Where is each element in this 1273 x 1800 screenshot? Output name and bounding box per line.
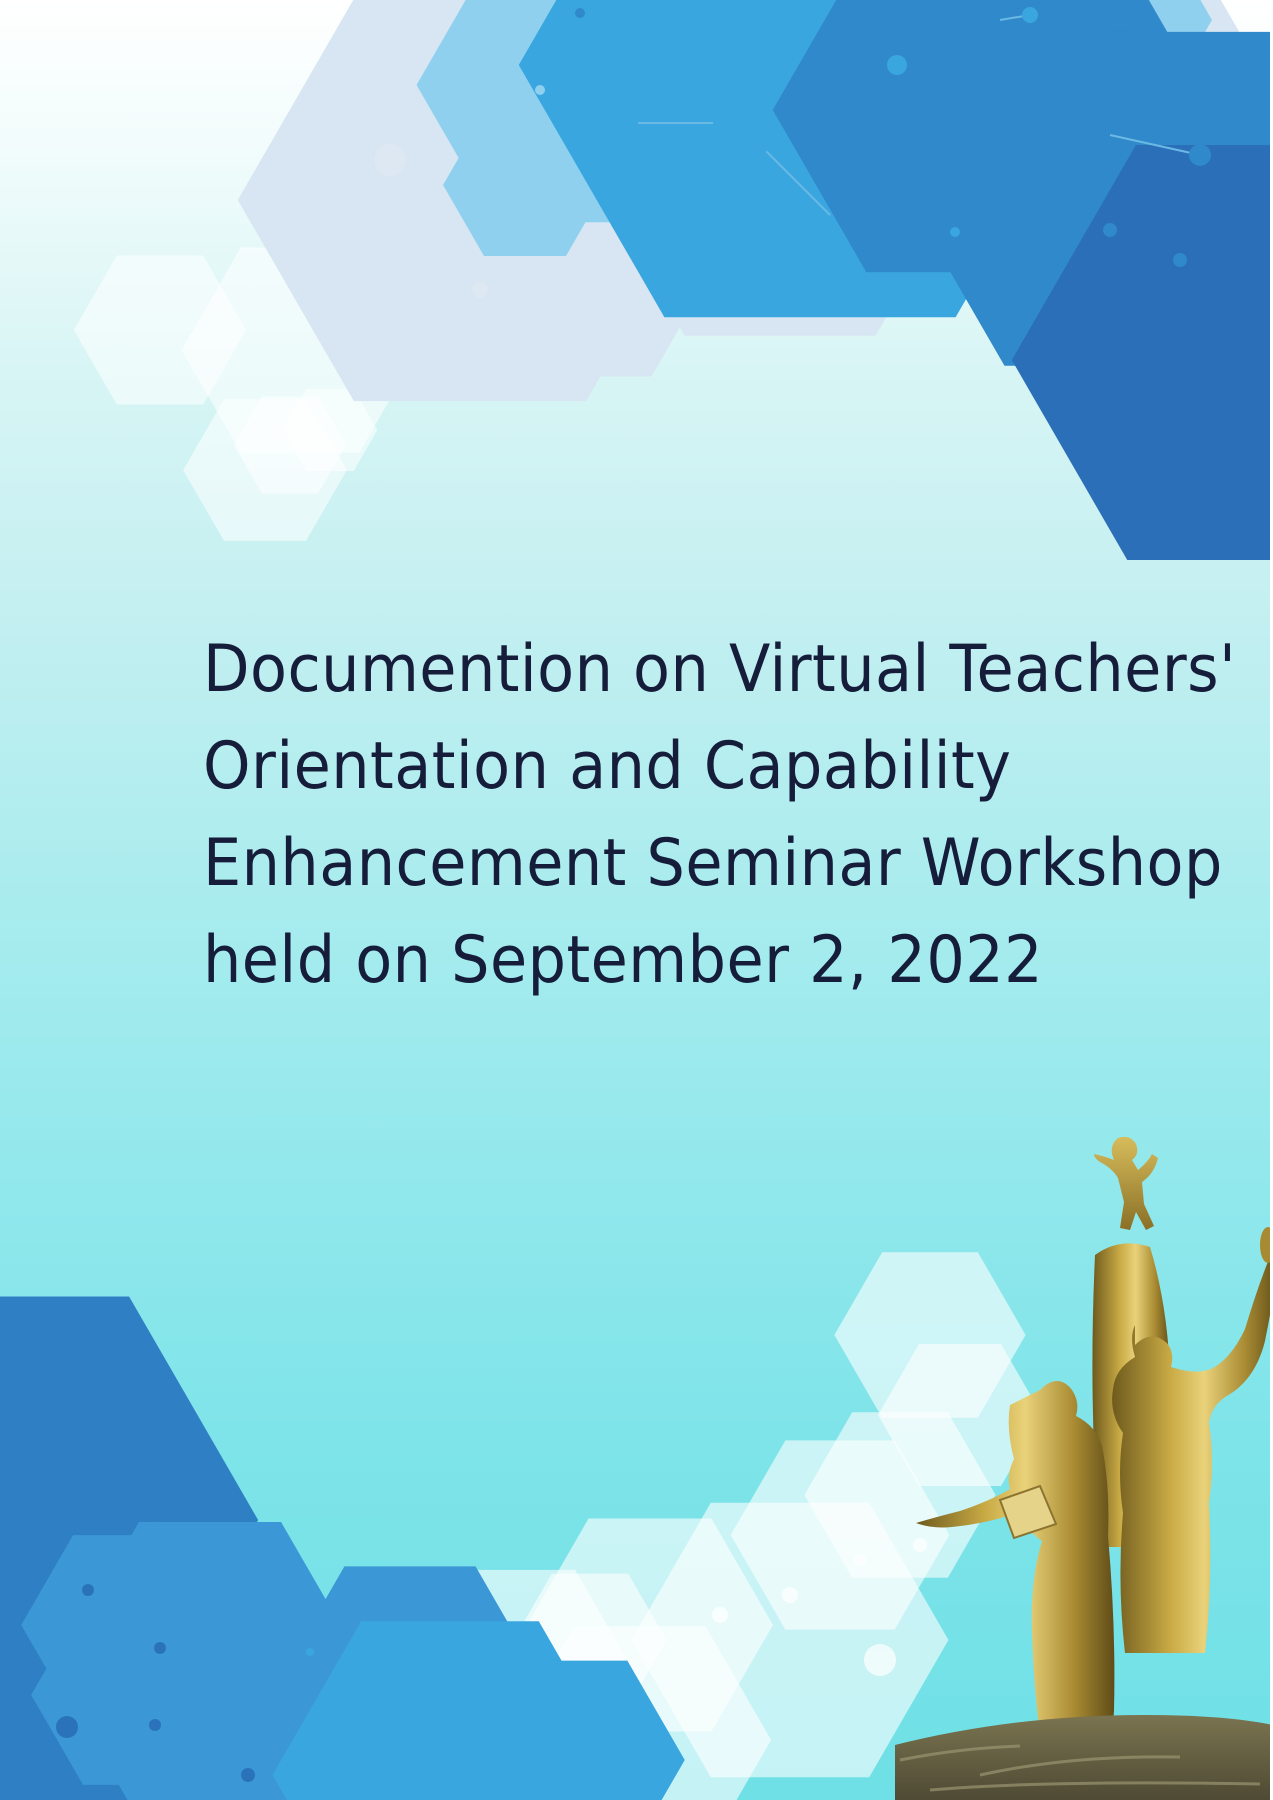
document-title — [203, 621, 1237, 1009]
title-line-1: Documention on Virtual Teachers' — [203, 632, 1237, 707]
title-line-3: Enhancement Seminar Workshop — [203, 826, 1223, 901]
title-line-4: held on September 2, 2022 — [203, 923, 1044, 998]
title-line-2: Orientation and Capability — [203, 729, 1012, 804]
